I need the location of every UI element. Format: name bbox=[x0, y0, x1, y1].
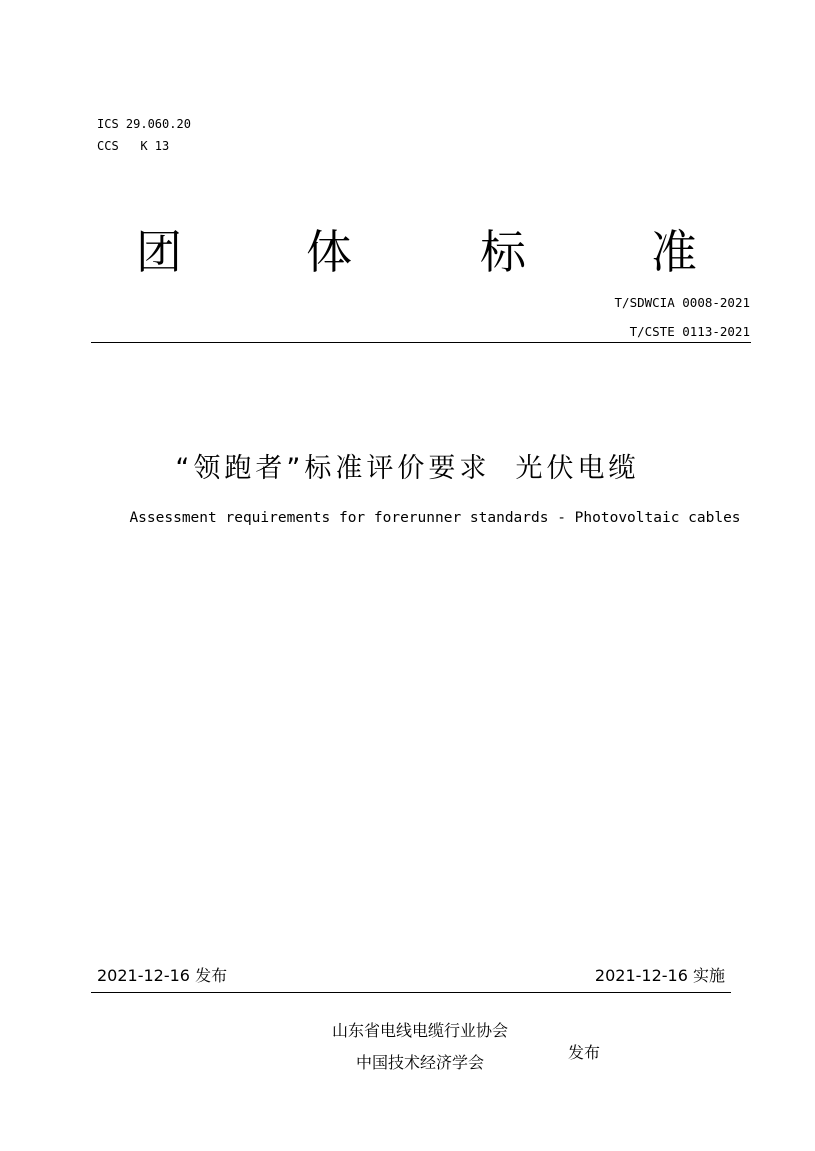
implementation-date: 2021-12-16 实施 bbox=[594, 966, 725, 985]
standard-title-chinese: “领跑者”标准评价要求 光伏电缆 bbox=[175, 453, 640, 484]
doc-type-char: 体 bbox=[306, 225, 352, 279]
footer-divider bbox=[91, 992, 731, 993]
header-divider bbox=[91, 342, 751, 343]
standard-title-english: Assessment requirements for forerunner standards - Photovoltaic cables bbox=[129, 510, 741, 526]
document-type-heading bbox=[92, 222, 712, 282]
standard-number-secondary: T/CSTE 0113-2021 bbox=[629, 324, 750, 339]
publish-label: 发布 bbox=[568, 1043, 601, 1062]
issue-date: 2021-12-16 发布 bbox=[97, 966, 228, 985]
ccs-code: CCS K 13 bbox=[97, 139, 170, 153]
ics-code: ICS 29.060.20 bbox=[97, 117, 191, 131]
doc-type-char: 标 bbox=[480, 225, 526, 279]
doc-type-char: 准 bbox=[651, 225, 697, 279]
doc-type-char: 团 bbox=[136, 225, 182, 279]
publisher-org: 中国技术经济学会 bbox=[355, 1053, 484, 1072]
standard-number-primary: T/SDWCIA 0008-2021 bbox=[614, 295, 750, 310]
publisher-org: 山东省电线电缆行业协会 bbox=[331, 1021, 508, 1040]
